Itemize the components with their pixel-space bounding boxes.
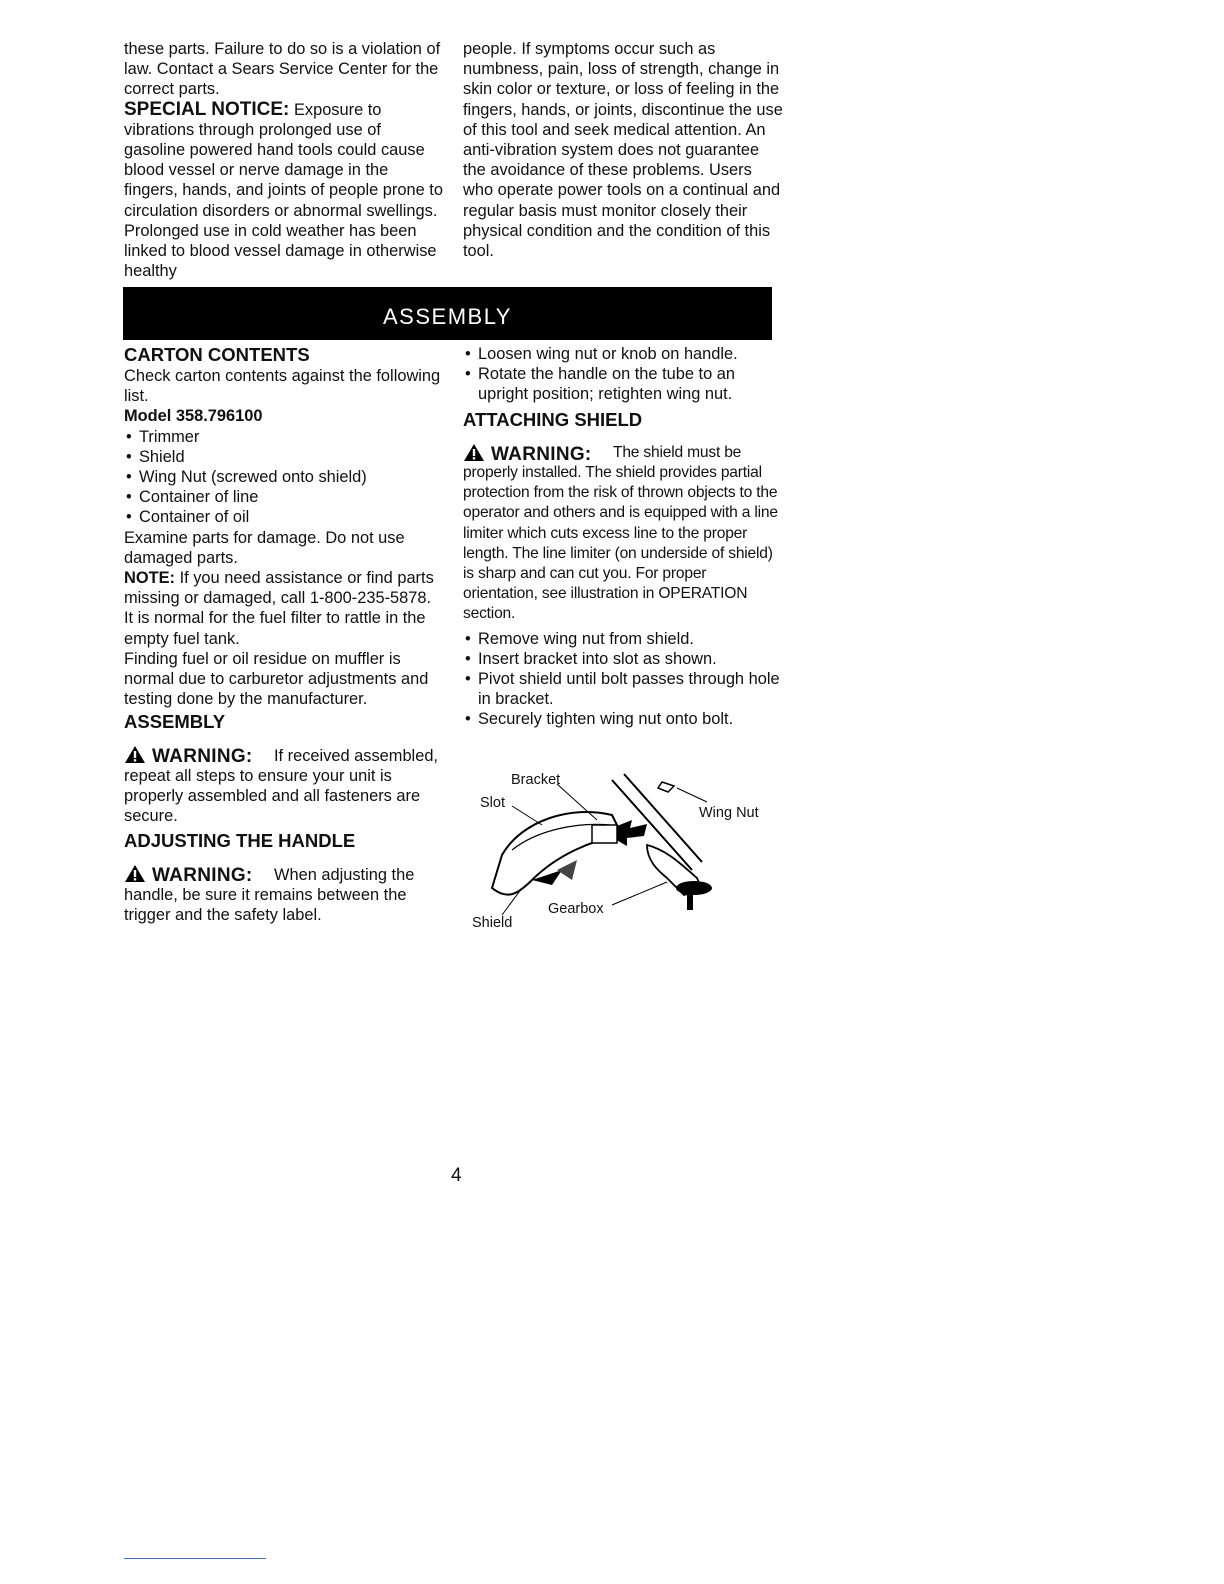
page-number: 4 [451, 1165, 462, 1186]
note-label: NOTE: [124, 569, 175, 588]
warning-triangle-icon [124, 864, 146, 883]
list-item: • Securely tighten wing nut onto bolt. [463, 709, 783, 729]
right-column [463, 344, 783, 730]
top-left-column [124, 39, 444, 281]
special-notice-text: Exposure to vibrations through prolonged use of gasoline powered hand tools could cause blood vessel or nerve damage in the fingers, hands, and joints of people prone to circulation disorders or abnormal swellings. Prolonged use in cold weather has been linked to blood vessel damage in otherwise healthy [124, 100, 443, 281]
note [124, 568, 444, 608]
examine-text: Examine parts for damage. Do not use damaged parts. [124, 528, 405, 567]
top-right-column [463, 39, 783, 261]
assembly-warning-text: If received assembled, repeat all steps to ensure your unit is properly assembled and all fasteners are secure. [124, 746, 438, 826]
shield-assembly-illustration [462, 760, 782, 945]
warning-triangle-icon [463, 443, 485, 462]
shield-steps-list [463, 629, 783, 730]
list-item: • Trimmer [124, 427, 444, 447]
list-item: • Rotate the handle on the tube to an upright position; retighten wing nut. [463, 364, 783, 404]
assembly-banner [123, 287, 772, 340]
carton-contents-heading: CARTON CONTENTS [124, 344, 310, 365]
carton-intro: Check carton contents against the following list. [124, 367, 441, 406]
list-item: • Wing Nut (screwed onto shield) [124, 467, 444, 487]
list-item: • Loosen wing nut or knob on handle. [463, 344, 783, 364]
list-item: • Remove wing nut from shield. [463, 629, 783, 649]
list-item: • Container of oil [124, 507, 444, 527]
wing-nut-label: Wing Nut [699, 805, 759, 821]
fuel-filter-text: It is normal for the fuel filter to rattle in the empty fuel tank. [124, 609, 426, 648]
warning-triangle-icon [124, 745, 146, 764]
shield-label: Shield [472, 915, 513, 931]
warning-label: WARNING: [491, 443, 592, 465]
footer-rule [124, 1558, 266, 1559]
shield-warning-text: The shield must be properly installed. The shield provides partial protection from the risk of thrown objects to the operator and others and is equipped with a line limiter which cuts excess line to the proper length. The line limiter (on underside of shield) is sharp and can cut you. For proper orientation, see illustration in OPERATION section. [463, 443, 778, 623]
list-item: • Pivot shield until bolt passes through hole in bracket. [463, 669, 783, 709]
special-notice-label: SPECIAL NOTICE: [124, 98, 290, 120]
adjusting-steps-list [463, 344, 783, 405]
model-number: Model 358.796100 [124, 407, 263, 426]
adjusting-warning-text: When adjusting the handle, be sure it remains between the trigger and the safety label. [124, 865, 415, 925]
residue-text: Finding fuel or oil residue on muffler is normal due to carburetor adjustments and testing done by the manufacturer. [124, 649, 429, 709]
parts-warning-text: these parts. Failure to do so is a violation of law. Contact a Sears Service Center for the correct parts. [124, 40, 441, 99]
gearbox-label: Gearbox [548, 901, 604, 917]
note-text: If you need assistance or find parts missing or damaged, call 1-800-235-5878. [124, 569, 434, 608]
banner-title: ASSEMBLY [383, 303, 512, 329]
adjusting-handle-heading: ADJUSTING THE HANDLE [124, 830, 356, 852]
list-item: • Insert bracket into slot as shown. [463, 649, 783, 669]
warning-label: WARNING: [152, 865, 253, 887]
list-item: • Container of line [124, 487, 444, 507]
attaching-shield-heading: ATTACHING SHIELD [463, 408, 643, 430]
carton-items-list [124, 427, 444, 528]
list-item: • Shield [124, 447, 444, 467]
special-notice [124, 100, 444, 282]
vibration-symptoms-text: people. If symptoms occur such as numbness, pain, loss of strength, change in skin color or texture, or loss of feeling in the fingers, hands, or joints, discontinue the use of this tool and seek medical attention. An anti-vibration system does not guarantee the avoidance of these problems. Users who operate power tools on a continual and regular basis must monitor closely their physical condition and the condition of this tool. [463, 40, 783, 261]
assembly-heading: ASSEMBLY [124, 711, 226, 733]
left-column [124, 344, 444, 925]
warning-label: WARNING: [152, 746, 253, 768]
bracket-label: Bracket [511, 772, 561, 788]
slot-label: Slot [480, 795, 505, 811]
